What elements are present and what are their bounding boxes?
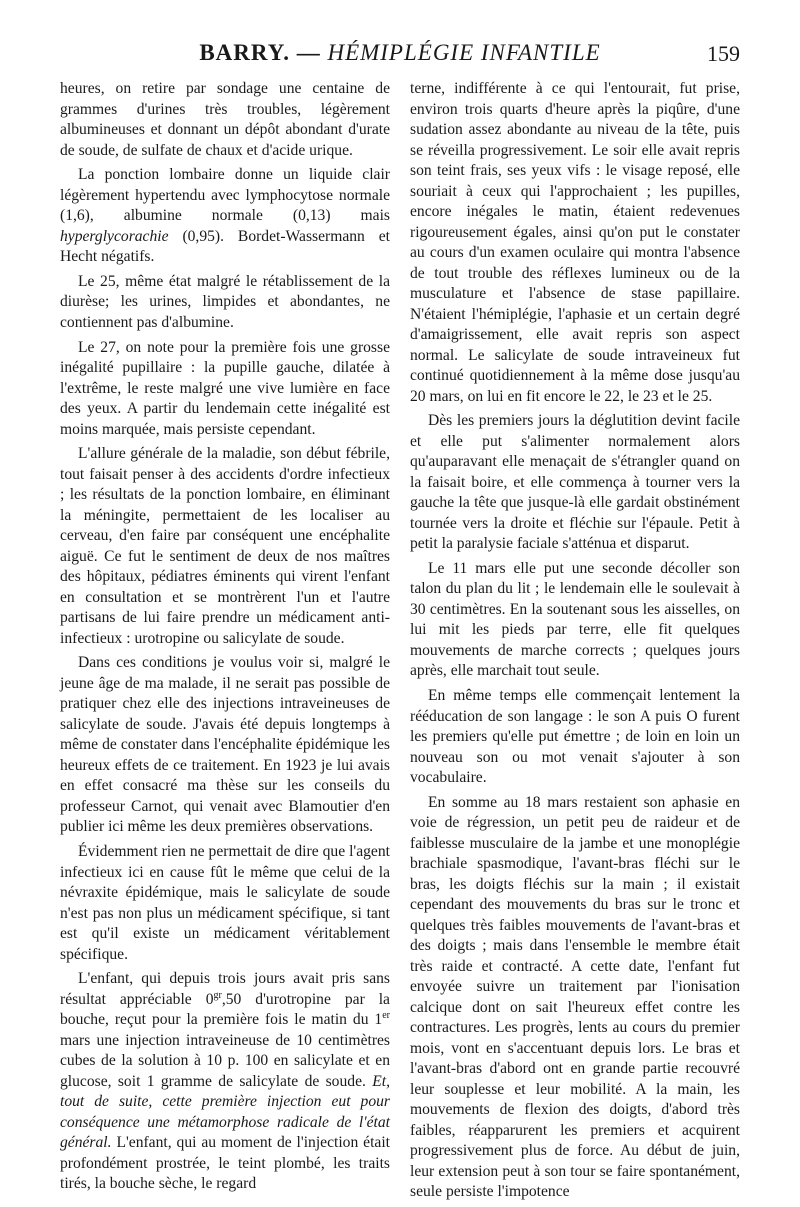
title-dash: — bbox=[289, 40, 328, 65]
paragraph: heures, on retire par sondage une centaine de grammes d'urines très troubles, légèrement albumineuses et donnant un dépôt abondant d'urate de soude, de sulfate de chaux et d'acide urique. bbox=[60, 80, 390, 159]
paragraph: Le 25, même état malgré le rétablissement de la diurèse; les urines, limpides et abondantes, ne contiennent pas d'albumine. bbox=[60, 272, 390, 331]
left-column bbox=[60, 79, 390, 1199]
author-name: BARRY. bbox=[199, 40, 290, 65]
paragraph: Dans ces conditions je voulus voir si, malgré le jeune âge de ma malade, il ne serait pas possible de pratiquer chez elle des injections intraveineuses de salicylate de soude. J'avais été depuis longtemps à même de constater dans l'encéphalite épidémique les heureux effets de ce traitement. En 1923 je lui avais en effet consacré ma thèse sur les conseils du professeur Carnot, qui venait avec Blamoutier d'en publier ici même les deux premières observations. bbox=[60, 654, 390, 836]
paragraph: Dès les premiers jours la déglutition devint facile et elle put s'alimenter normalement alors qu'auparavant elle menaçait de s'étrangler quand on la faisait boire, et elle commença à tourner vers la gauche la tête que jusque-là elle gardait obstinément tournée vers la droite et fléchie sur l'épaule. Petit à petit la paralysie faciale s'atténua et disparut. bbox=[410, 412, 740, 553]
paragraph: Le 11 mars elle put une seconde décoller son talon du plan du lit ; le lendemain elle le soulevait à 30 centimètres. En la soutenant sous les aisselles, on lui mit les pieds par terre, elle fit quelques mouvements de marche corrects ; quelques jours après, elle marchait tout seule. bbox=[410, 559, 740, 680]
paragraph: L'enfant, qui depuis trois jours avait pris sans résultat appréciable $0^{gr},50$ d'urotropine par la bouche, reçut pour la première fois le matin du 1er mars une injection intraveineuse de 10 centimètres cubes de la solution à 10 p. 100 en salicylate et en glucose, soit 1 gramme de salicylate de soude. Et, tout de suite, cette première injection eut pour conséquence une métamorphose radicale de l'état général. L'enfant, qui au moment de l'injection était profondément prostrée, le teint plombé, les traits tirés, la bouche sèche, le regard bbox=[60, 970, 390, 1193]
paragraph: L'allure générale de la maladie, son début fébrile, tout faisait penser à des accidents d'ordre infectieux ; les résultats de la ponction lombaire, en éliminant la méningite, permettaient de les localiser au cerveau, d'en faire par conséquent une encéphalite aiguë. Ce fut le sentiment de deux de nos maîtres des hôpitaux, pédiatres éminents qui virent l'enfant en consultation et se montrèrent l'un et l'autre partisans de lui faire prendre un médicament anti-infectieux : urotropine ou salicylate de soude. bbox=[60, 445, 390, 647]
article-title: HÉMIPLÉGIE INFANTILE bbox=[327, 40, 601, 65]
running-title bbox=[60, 40, 740, 66]
paragraph: Évidemment rien ne permettait de dire que l'agent infectieux ici en cause fût le même que celui de la névraxite épidémique, mais le salicylate de soude n'est pas non plus un médicament spécifique, si tant est qu'il existe un médicament véritablement spécifique. bbox=[60, 843, 390, 963]
paragraph: La ponction lombaire donne un liquide clair légèrement hypertendu avec lymphocytose normale (1,6), albumine normale (0,13) mais hyperglycorachie (0,95). Bordet-Wassermann et Hecht négatifs. bbox=[60, 166, 390, 266]
paragraph: En somme au 18 mars restaient son aphasie en voie de régression, un petit peu de raideur et de faiblesse musculaire de la jambe et une monoplégie brachiale spasmodique, l'avant-bras fléchi sur le bras, les doigts fléchis sur la main ; il existait cependant des mouvements du bras sur le tronc et quelques très faibles mouvements de l'avant-bras et des doigts ; mais dans l'ensemble le membre était très raide et contracté. A cette date, l'enfant fut envoyée suivre un traitement par l'ionisation calcique dont on sait l'heureux effet contre les contractures. Les progrès, lents au cours du premier mois, vont en s'accentuant depuis lors. Le bras et l'avant-bras d'abord ont en grande partie recouvré leur souplesse et leur mobilité. A la main, les mouvements de flexion des doigts, d'abord très faibles, réapparurent les premiers et acquirent progressivement plus de force. Au début de juin, leur extension peut à son tour se faire spontanément, seule persiste l'impotence bbox=[410, 793, 740, 1201]
paragraph: En même temps elle commençait lentement la rééducation de son langage : le son A puis O furent les premiers qu'elle put émettre ; de loin en loin un nouveau son ou mot venait s'ajouter à son vocabulaire. bbox=[410, 687, 740, 787]
right-column bbox=[410, 79, 740, 1207]
running-header bbox=[60, 40, 740, 68]
paragraph: terne, indifférente à ce qui l'entourait, fut prise, environ trois quarts d'heure après la piqûre, d'une sudation assez abondante au niveau de la tête, puis se réveilla progressivement. Le soir elle avait repris son teint frais, ses yeux vifs : le visage reposé, elle souriait à ceux qui l'approchaient ; les pupilles, encore inégales le matin, étaient redevenues rigoureusement égales, ainsi qu'on put le constater au cours d'un examen oculaire qui montra l'absence de tout trouble des réflexes lumineux ou de la musculature et l'absence de stase papillaire. N'étaient l'hémiplégie, l'aphasie et un certain degré d'amaigrissement, elle avait repris son aspect normal. Le salicylate de soude intraveineux fut continué quotidiennement à la même dose jusqu'au 20 mars, on lui en fit encore le 22, le 23 et le 25. bbox=[410, 80, 740, 405]
paragraph: Le 27, on note pour la première fois une grosse inégalité pupillaire : la pupille gauche, dilatée à l'extrême, le reste malgré une vive lumière en face des yeux. A partir du lendemain cette inégalité est moins marquée, mais persiste cependant. bbox=[60, 338, 390, 438]
page-number: 159 bbox=[707, 41, 740, 66]
